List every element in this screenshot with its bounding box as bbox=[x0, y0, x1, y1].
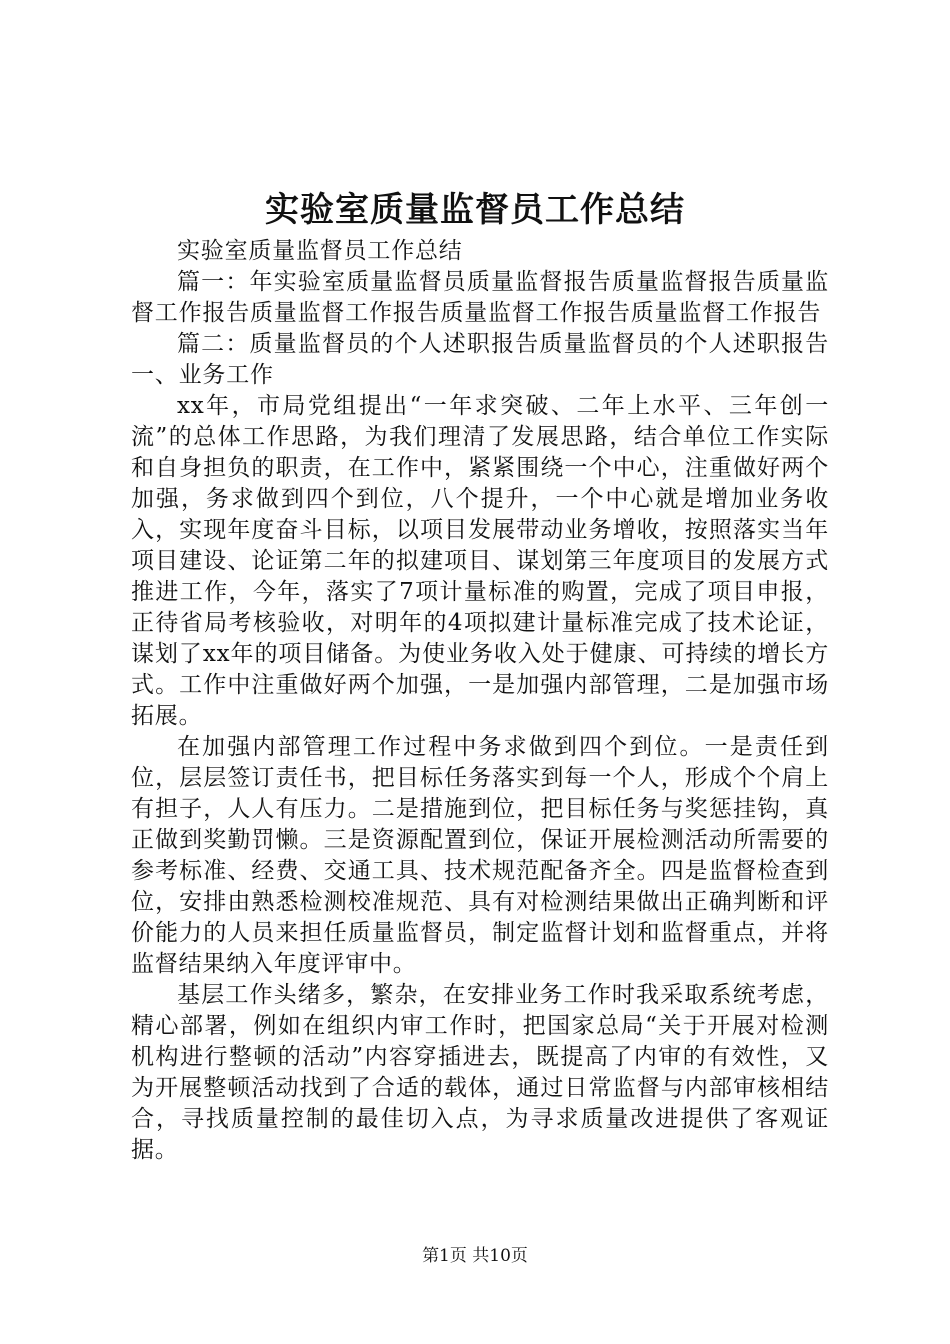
paragraph-part-two: 篇二：质量监督员的个人述职报告质量监督员的个人述职报告一、业务工作 bbox=[131, 331, 829, 388]
document-title: 实验室质量监督员工作总结 bbox=[265, 190, 685, 230]
page-number-footer: 第1页 共10页 bbox=[422, 1246, 528, 1266]
paragraph-part-one: 篇一：年实验室质量监督员质量监督报告质量监督报告质量监督工作报告质量监督工作报告质量监督工作报告质量监督工作报告 bbox=[131, 269, 829, 326]
paragraph-work-overview: xx年，市局党组提出“一年求突破、二年上水平、三年创一流”的总体工作思路，为我们理清了发展思路，结合单位工作实际和自身担负的职责，在工作中，紧紧围绕一个中心，注重做好两个加强，务求做到四个到位，八个提升，一个中心就是增加业务收入，实现年度奋斗目标，以项目发展带动业务增收，按照落实当年项目建设、论证第二年的拟建项目、谋划第三年度项目的发展方式推进工作，今年，落实了7项计量标准的购置，完成了项目申报，正待省局考核验收，对明年的4项拟建计量标准完成了技术论证，谋划了xx年的项目储备。为使业务收入处于健康、可持续的增长方式。工作中注重做好两个加强，一是加强内部管理，二是加强市场拓展。 bbox=[131, 393, 829, 729]
paragraph-internal-management: 在加强内部管理工作过程中务求做到四个到位。一是责任到位，层层签订责任书，把目标任务落实到每一个人，形成个个肩上有担子，人人有压力。二是措施到位，把目标任务与奖惩挂钩，真正做到奖勤罚懒。三是资源配置到位，保证开展检测活动所需要的参考标准、经费、交通工具、技术规范配备齐全。四是监督检查到位，安排由熟悉检测校准规范、具有对检测结果做出正确判断和评价能力的人员来担任质量监督员，制定监督计划和监督重点，并将监督结果纳入年度评审中。 bbox=[131, 734, 829, 977]
paragraph-grassroots-work: 基层工作头绪多，繁杂，在安排业务工作时我采取系统考虑，精心部署，例如在组织内审工作时，把国家总局“关于开展对检测机构进行整顿的活动”内容穿插进去，既提高了内审的有效性，又为开展整顿活动找到了合适的载体，通过日常监督与内部审核相结合，寻找质量控制的最佳切入点，为寻求质量改进提供了客观证据。 bbox=[131, 982, 829, 1163]
paragraph-subtitle: 实验室质量监督员工作总结 bbox=[177, 238, 463, 264]
document-body bbox=[131, 236, 829, 1166]
